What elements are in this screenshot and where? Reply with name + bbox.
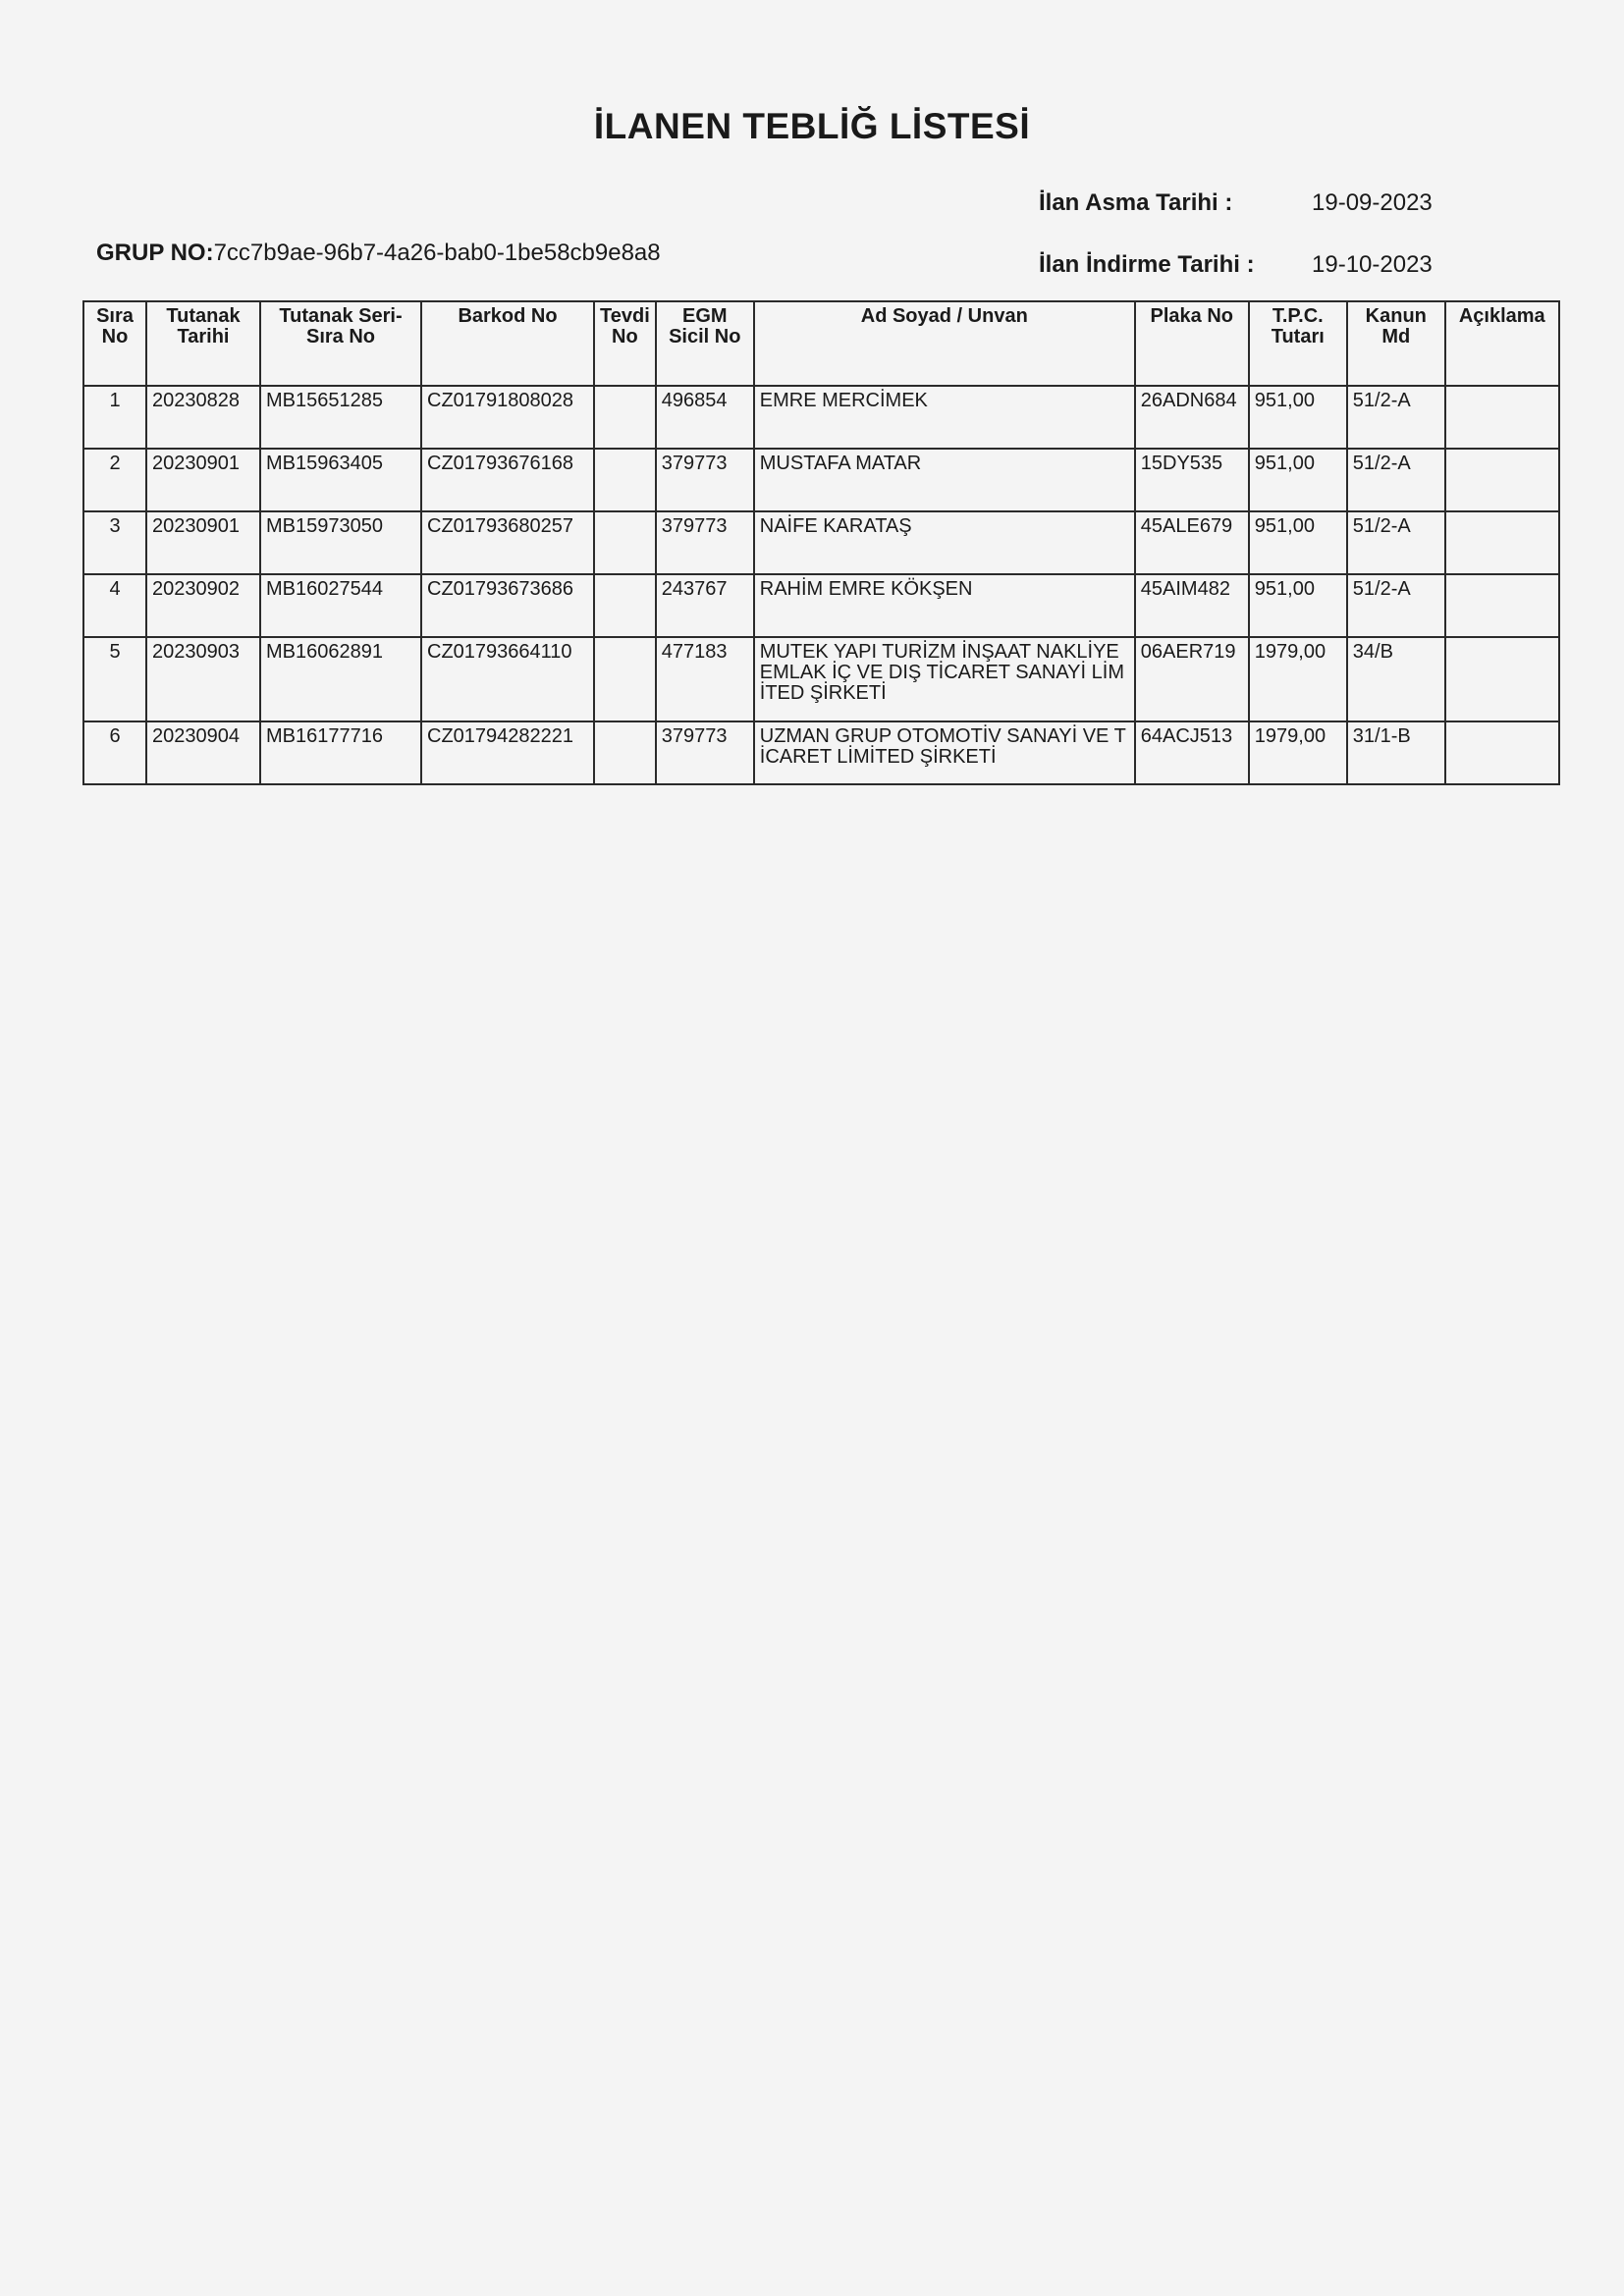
cell-aciklama <box>1445 637 1559 721</box>
cell-tevdi <box>594 386 656 449</box>
cell-tevdi <box>594 574 656 637</box>
cell-egm: 379773 <box>656 511 754 574</box>
teblig-table <box>82 300 1560 785</box>
header-tevdi: Tevdi No <box>594 301 656 386</box>
cell-ad: UZMAN GRUP OTOMOTİV SANAYİ VE TİCARET LİMİTED ŞİRKETİ <box>754 721 1135 784</box>
cell-kanun: 51/2-A <box>1347 386 1445 449</box>
cell-seri: MB15973050 <box>260 511 421 574</box>
cell-kanun: 51/2-A <box>1347 511 1445 574</box>
cell-aciklama <box>1445 511 1559 574</box>
header-kanun: Kanun Md <box>1347 301 1445 386</box>
grup-no <box>96 240 661 267</box>
table-row <box>83 721 1559 784</box>
table-row <box>83 574 1559 637</box>
cell-barkod: CZ01793664110 <box>421 637 594 721</box>
header-plaka: Plaka No <box>1135 301 1249 386</box>
table-row <box>83 511 1559 574</box>
cell-sira: 4 <box>83 574 146 637</box>
page-title: İLANEN TEBLİĞ LİSTESİ <box>593 106 1031 146</box>
cell-ad: EMRE MERCİMEK <box>754 386 1135 449</box>
cell-tarih: 20230901 <box>146 511 260 574</box>
header-tutanak-seri: Tutanak Seri-Sıra No <box>260 301 421 386</box>
cell-ad: RAHİM EMRE KÖKŞEN <box>754 574 1135 637</box>
header-egm: EGM Sicil No <box>656 301 754 386</box>
cell-tarih: 20230902 <box>146 574 260 637</box>
cell-kanun: 51/2-A <box>1347 449 1445 511</box>
cell-ad: MUSTAFA MATAR <box>754 449 1135 511</box>
cell-kanun: 31/1-B <box>1347 721 1445 784</box>
cell-seri: MB15963405 <box>260 449 421 511</box>
header-tutanak-tarihi: Tutanak Tarihi <box>146 301 260 386</box>
header-ad: Ad Soyad / Unvan <box>754 301 1135 386</box>
cell-tevdi <box>594 449 656 511</box>
cell-sira: 3 <box>83 511 146 574</box>
cell-tpc: 951,00 <box>1249 511 1347 574</box>
cell-egm: 379773 <box>656 721 754 784</box>
ilan-asma-value: 19-09-2023 <box>1312 189 1433 216</box>
cell-tpc: 951,00 <box>1249 449 1347 511</box>
ilan-asma-label: İlan Asma Tarihi : <box>1039 189 1233 216</box>
cell-tarih: 20230903 <box>146 637 260 721</box>
cell-seri: MB15651285 <box>260 386 421 449</box>
cell-tpc: 1979,00 <box>1249 721 1347 784</box>
cell-tpc: 1979,00 <box>1249 637 1347 721</box>
cell-tevdi <box>594 637 656 721</box>
cell-seri: MB16062891 <box>260 637 421 721</box>
cell-tpc: 951,00 <box>1249 574 1347 637</box>
cell-tevdi <box>594 721 656 784</box>
cell-barkod: CZ01793676168 <box>421 449 594 511</box>
cell-seri: MB16027544 <box>260 574 421 637</box>
cell-aciklama <box>1445 449 1559 511</box>
cell-barkod: CZ01793680257 <box>421 511 594 574</box>
cell-aciklama <box>1445 721 1559 784</box>
cell-egm: 496854 <box>656 386 754 449</box>
grup-label: GRUP NO: <box>96 240 214 266</box>
cell-sira: 6 <box>83 721 146 784</box>
cell-tarih: 20230904 <box>146 721 260 784</box>
ilan-indirme-label: İlan İndirme Tarihi : <box>1039 251 1255 278</box>
header-tpc: T.P.C. Tutarı <box>1249 301 1347 386</box>
header-aciklama: Açıklama <box>1445 301 1559 386</box>
cell-tpc: 951,00 <box>1249 386 1347 449</box>
cell-ad: NAİFE KARATAŞ <box>754 511 1135 574</box>
cell-barkod: CZ01793673686 <box>421 574 594 637</box>
cell-plaka: 26ADN684 <box>1135 386 1249 449</box>
cell-barkod: CZ01794282221 <box>421 721 594 784</box>
cell-sira: 5 <box>83 637 146 721</box>
cell-tarih: 20230901 <box>146 449 260 511</box>
cell-kanun: 34/B <box>1347 637 1445 721</box>
cell-plaka: 64ACJ513 <box>1135 721 1249 784</box>
table-header-row <box>83 301 1559 386</box>
table-row <box>83 386 1559 449</box>
table-row <box>83 637 1559 721</box>
cell-egm: 379773 <box>656 449 754 511</box>
cell-plaka: 06AER719 <box>1135 637 1249 721</box>
cell-seri: MB16177716 <box>260 721 421 784</box>
table-row <box>83 449 1559 511</box>
header-sira: Sıra No <box>83 301 146 386</box>
cell-barkod: CZ01791808028 <box>421 386 594 449</box>
cell-sira: 1 <box>83 386 146 449</box>
cell-ad: MUTEK YAPI TURİZM İNŞAAT NAKLİYE EMLAK İÇ VE DIŞ TİCARET SANAYİ LİMİTED ŞİRKETİ <box>754 637 1135 721</box>
cell-aciklama <box>1445 574 1559 637</box>
cell-plaka: 45ALE679 <box>1135 511 1249 574</box>
cell-plaka: 45AIM482 <box>1135 574 1249 637</box>
cell-kanun: 51/2-A <box>1347 574 1445 637</box>
cell-aciklama <box>1445 386 1559 449</box>
ilan-asma-tarihi <box>1039 189 1433 217</box>
ilan-indirme-tarihi <box>1039 251 1433 279</box>
ilan-indirme-value: 19-10-2023 <box>1312 251 1433 278</box>
cell-egm: 477183 <box>656 637 754 721</box>
cell-plaka: 15DY535 <box>1135 449 1249 511</box>
cell-sira: 2 <box>83 449 146 511</box>
cell-egm: 243767 <box>656 574 754 637</box>
cell-tevdi <box>594 511 656 574</box>
cell-tarih: 20230828 <box>146 386 260 449</box>
grup-value: 7cc7b9ae-96b7-4a26-bab0-1be58cb9e8a8 <box>213 240 661 266</box>
header-barkod: Barkod No <box>421 301 594 386</box>
